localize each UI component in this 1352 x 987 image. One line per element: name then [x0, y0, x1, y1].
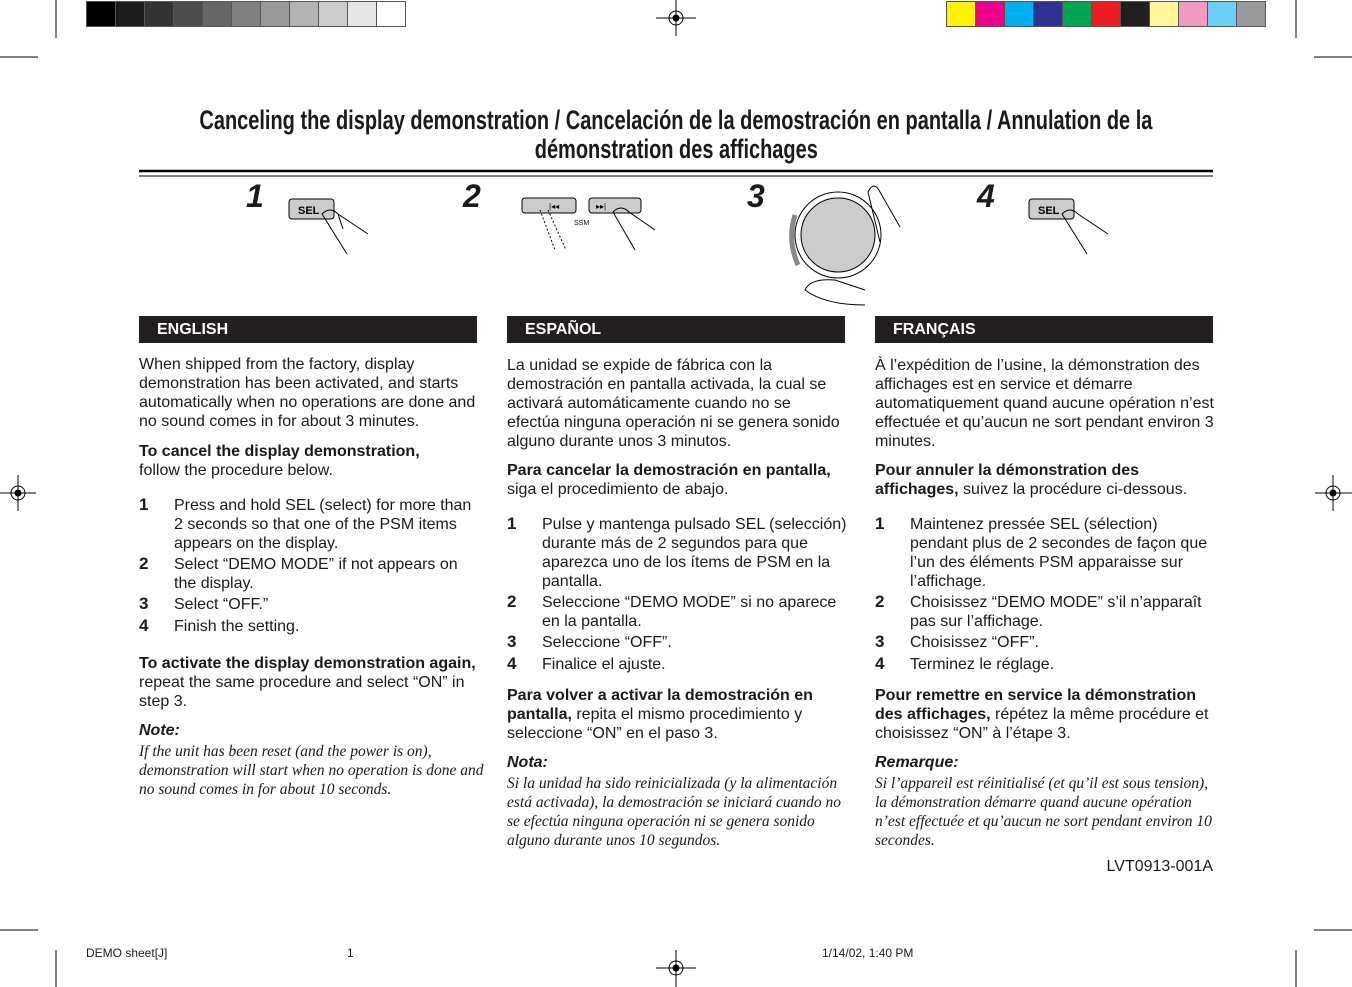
- step-number: 1: [246, 178, 264, 214]
- step-num: 3: [139, 594, 149, 613]
- intro-text: À l’expédition de l’usine, la démonstration des affichages est en service et démarre automatiquement quand aucune opération n’est effectuée et qu’aucun ne sort pendant environ 3 minutes.: [875, 357, 1214, 450]
- step-num: 2: [875, 592, 885, 611]
- seek-buttons-illustration: [522, 198, 655, 250]
- activate-text: Para volver a activar la demostración en pantalla, repita el mismo procedimiento y seleccione “ON” en el paso 3.: [507, 687, 813, 742]
- step-num: 1: [875, 514, 885, 533]
- step-num: 2: [139, 554, 149, 573]
- svg-text:SSM: SSM: [574, 220, 590, 227]
- note-label: Remarque:: [875, 754, 959, 771]
- footer-date: 1/14/02, 1:40 PM: [822, 946, 914, 960]
- step-num: 1: [507, 514, 517, 533]
- svg-text:▸▸|: ▸▸|: [596, 202, 607, 211]
- step-num: 1: [139, 495, 149, 514]
- activate-text: To activate the display demonstration again, repeat the same procedure and select “ON” in step 3.: [139, 655, 476, 710]
- svg-text:SEL: SEL: [298, 205, 320, 217]
- list-item: Select “DEMO MODE” if not appears on the display.: [174, 556, 458, 592]
- list-item: Maintenez pressée SEL (sélection) pendant plus de 2 secondes de façon que l’un des éléments PSM apparaisse sur l’affichage.: [910, 516, 1208, 590]
- step-number: 3: [747, 178, 765, 214]
- section-header-espanol: ESPAÑOL: [507, 316, 845, 343]
- svg-text:SEL: SEL: [1038, 205, 1060, 217]
- list-item: Terminez le réglage.: [910, 656, 1055, 673]
- sel-button-press-illustration: [1029, 199, 1108, 254]
- cancel-heading: Pour annuler la démonstration des affichages, suivez la procédure ci-dessous.: [875, 462, 1188, 498]
- svg-text:|◂◂: |◂◂: [549, 202, 560, 211]
- registration-mark-icon: [656, 950, 696, 987]
- step-number: 4: [977, 178, 995, 214]
- step-num: 2: [507, 592, 517, 611]
- step-num: 3: [507, 632, 517, 651]
- registration-mark-icon: [0, 475, 36, 511]
- list-item: Seleccione “OFF”.: [542, 634, 672, 651]
- note-label: Nota:: [507, 754, 548, 771]
- cancel-heading: Para cancelar la demostración en pantalla, siga el procedimiento de abajo.: [507, 462, 831, 498]
- registration-mark-icon: [1315, 475, 1352, 511]
- illustrations: [0, 0, 1352, 320]
- section-header-francais: FRANÇAIS: [875, 316, 1213, 343]
- section-header-english: ENGLISH: [139, 316, 477, 343]
- footer-page: 1: [347, 946, 354, 960]
- intro-text: When shipped from the factory, display demonstration has been activated, and starts automatically when no operations are done and no sound comes in for about 3 minutes.: [139, 356, 476, 430]
- list-item: Select “OFF.”: [174, 596, 269, 613]
- list-item: Choisissez “OFF”.: [910, 634, 1039, 651]
- list-item: Finalice el ajuste.: [542, 656, 666, 673]
- list-item: Press and hold SEL (select) for more than 2 seconds so that one of the PSM items appears on the display.: [174, 497, 472, 552]
- note-label: Note:: [139, 722, 180, 739]
- volume-knob-illustration: [792, 186, 900, 305]
- list-item: Seleccione “DEMO MODE” si no aparece en la pantalla.: [542, 594, 837, 630]
- footer-filename: DEMO sheet[J]: [86, 946, 168, 960]
- list-item: Choisissez “DEMO MODE” s’il n’apparaît pas sur l’affichage.: [910, 594, 1202, 630]
- note-text: Si l’appareil est réinitialisé (et qu’il est sous tension), la démonstration démarre quand aucune opération n’est effectuée et qu’aucun ne sort pendant environ 10 secondes.: [875, 775, 1212, 849]
- activate-text: Pour remettre en service la démonstration des affichages, répétez la même procédure et choisissez “ON” à l’étape 3.: [875, 687, 1209, 742]
- cancel-heading: To cancel the display demonstration, follow the procedure below.: [139, 443, 420, 479]
- note-text: Si la unidad ha sido reinicializada (y la alimentación está activada), la demostración se iniciará cuando no se efectúa ninguna operación ni se genera sonido alguno durante unos 10 segundos.: [507, 775, 842, 849]
- step-num: 4: [507, 654, 517, 673]
- intro-text: La unidad se expide de fábrica con la demostración en pantalla activada, la cual se activará automáticamente cuando no se efectúa ninguna operación ni se genera sonido alguno durante unos 3 minutos.: [507, 357, 840, 450]
- step-num: 4: [875, 654, 885, 673]
- list-item: Finish the setting.: [174, 618, 300, 635]
- sel-button-press-illustration: [289, 199, 368, 254]
- note-text: If the unit has been reset (and the power is on), demonstration will start when no operation is done and no sound comes in for about 10 seconds.: [139, 743, 484, 798]
- step-num: 3: [875, 632, 885, 651]
- document-code: LVT0913-001A: [1106, 858, 1213, 875]
- step-num: 4: [139, 616, 149, 635]
- step-number: 2: [463, 178, 481, 214]
- page-title-line2: démonstration des affichages: [534, 134, 818, 164]
- list-item: Pulse y mantenga pulsado SEL (selección) durante más de 2 segundos para que aparezca uno de los ítems de PSM en la pantalla.: [542, 516, 847, 590]
- page-title: Canceling the display demonstration / Cancelación de la demostración en pantalla / Annulation de la: [199, 105, 1153, 135]
